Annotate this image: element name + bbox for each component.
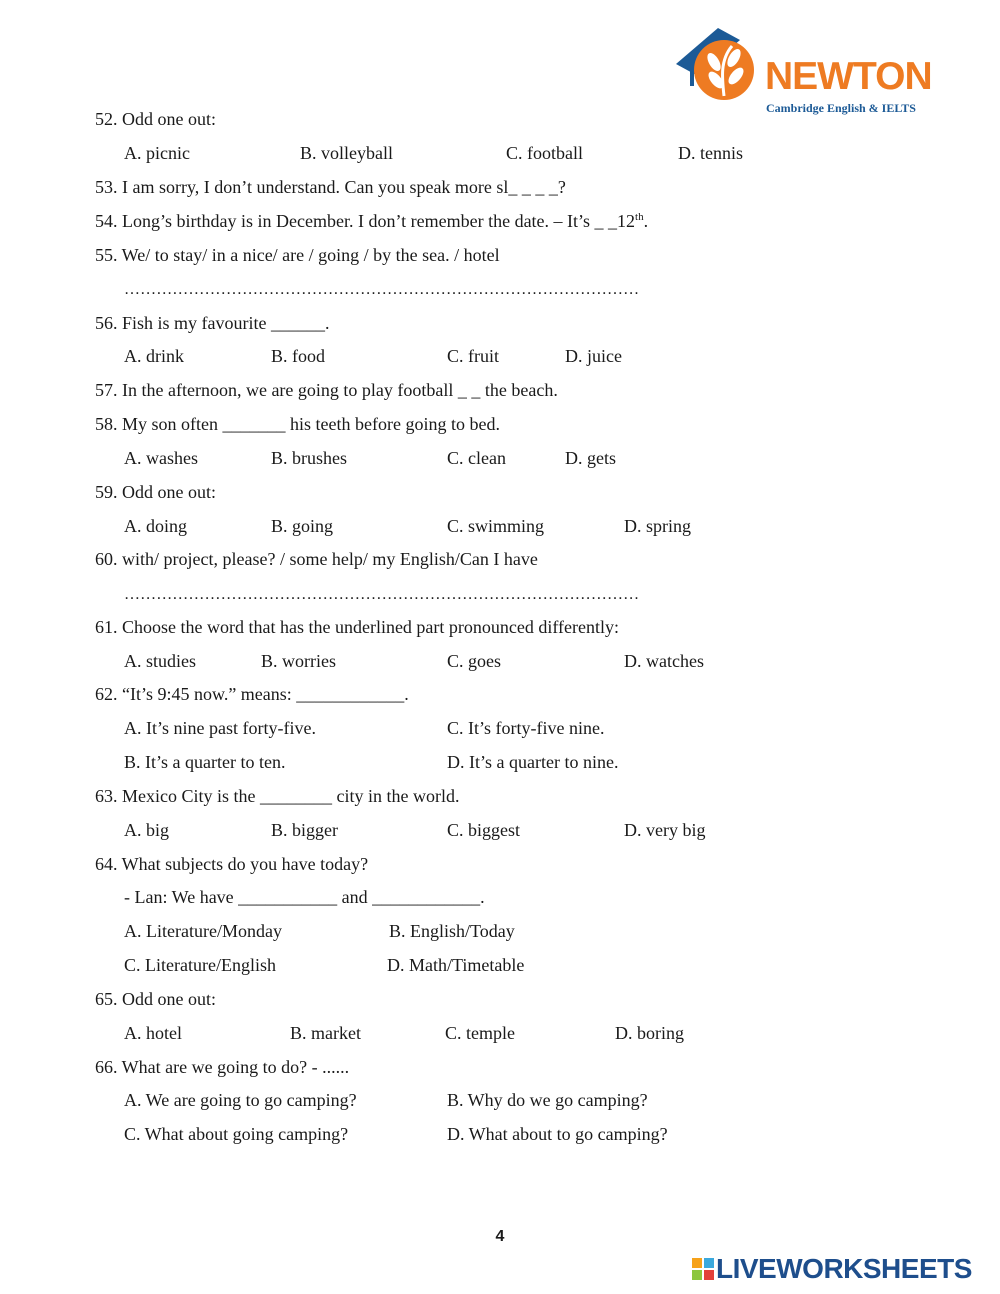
q52-option-a[interactable]: A. picnic (124, 143, 190, 163)
newton-graduation-cap-logo-icon (672, 20, 764, 106)
q66-option-d[interactable]: D. What about to go camping? (447, 1124, 668, 1144)
q59-option-a[interactable]: A. doing (124, 516, 187, 536)
q58-stem: 58. My son often _______ his teeth before going to bed. (95, 414, 500, 434)
liveworksheets-logo-icon (692, 1258, 714, 1280)
q66-option-c[interactable]: C. What about going camping? (124, 1124, 349, 1144)
q64-option-d[interactable]: D. Math/Timetable (387, 955, 525, 975)
q56-option-d[interactable]: D. juice (565, 346, 622, 366)
q65-option-b[interactable]: B. market (290, 1023, 361, 1043)
q60-stem: 60. with/ project, please? / some help/ my English/Can I have (95, 549, 538, 569)
q53-stem: 53. I am sorry, I don’t understand. Can you speak more sl_ _ _ _? (95, 177, 566, 197)
q60-answer-line[interactable]: …………………………………………………………………………………… (124, 586, 640, 603)
newton-logo (672, 20, 942, 115)
q63-stem: 63. Mexico City is the ________ city in the world. (95, 786, 460, 806)
q63-option-c[interactable]: C. biggest (447, 820, 521, 840)
q59-option-c[interactable]: C. swimming (447, 516, 545, 536)
q56-option-b[interactable]: B. food (271, 346, 325, 366)
q62-option-b[interactable]: B. It’s a quarter to ten. (124, 752, 286, 772)
q64-stem: 64. What subjects do you have today? (95, 854, 369, 874)
q65-stem: 65. Odd one out: (95, 989, 216, 1009)
liveworksheets-text: LIVEWORKSHEETS (716, 1253, 972, 1284)
q65-option-d[interactable]: D. boring (615, 1023, 684, 1043)
q55-stem: 55. We/ to stay/ in a nice/ are / going / by the sea. / hotel (95, 245, 500, 265)
q58-option-a[interactable]: A. washes (124, 448, 198, 468)
q56-option-c[interactable]: C. fruit (447, 346, 499, 366)
q61-option-a[interactable]: A. studies (124, 651, 196, 671)
q61-option-b[interactable]: B. worries (261, 651, 336, 671)
page-number: 4 (495, 1228, 505, 1245)
q63-option-b[interactable]: B. bigger (271, 820, 338, 840)
logo-title: NEWTON (765, 55, 932, 98)
q66-option-b[interactable]: B. Why do we go camping? (447, 1090, 648, 1110)
q55-answer-line[interactable]: …………………………………………………………………………………… (124, 281, 640, 298)
q62-option-c[interactable]: C. It’s forty-five nine. (447, 718, 605, 738)
liveworksheets-watermark (692, 1253, 992, 1285)
q54-text: 54. Long’s birthday is in December. I don’t remember the date. – It’s _ _12 (95, 211, 636, 231)
q63-option-d[interactable]: D. very big (624, 820, 706, 840)
q61-option-d[interactable]: D. watches (624, 651, 704, 671)
q66-stem: 66. What are we going to do? - ...... (95, 1057, 350, 1077)
q64-option-a[interactable]: A. Literature/Monday (124, 921, 282, 941)
q58-option-b[interactable]: B. brushes (271, 448, 347, 468)
q64-option-c[interactable]: C. Literature/English (124, 955, 276, 975)
q61-stem: 61. Choose the word that has the underlined part pronounced differently: (95, 617, 620, 637)
q56-option-a[interactable]: A. drink (124, 346, 184, 366)
q62-option-a[interactable]: A. It’s nine past forty-five. (124, 718, 316, 738)
q65-option-c[interactable]: C. temple (445, 1023, 515, 1043)
q52-stem: 52. Odd one out: (95, 109, 216, 129)
q62-stem: 62. “It’s 9:45 now.” means: ____________. (95, 684, 409, 704)
q61-option-c[interactable]: C. goes (447, 651, 501, 671)
q59-stem: 59. Odd one out: (95, 482, 216, 502)
q58-option-d[interactable]: D. gets (565, 448, 616, 468)
q56-stem: 56. Fish is my favourite ______. (95, 313, 330, 333)
logo-subtitle: Cambridge English & IELTS (766, 101, 916, 115)
q52-option-d[interactable]: D. tennis (678, 143, 743, 163)
q54-superscript: th (635, 211, 644, 223)
q52-option-c[interactable]: C. football (506, 143, 583, 163)
q58-option-c[interactable]: C. clean (447, 448, 506, 468)
q54-stem (95, 210, 648, 232)
q63-option-a[interactable]: A. big (124, 820, 169, 840)
q62-option-d[interactable]: D. It’s a quarter to nine. (447, 752, 619, 772)
q57-stem: 57. In the afternoon, we are going to play football _ _ the beach. (95, 380, 558, 400)
q64-dialogue: - Lan: We have ___________ and ____________. (124, 887, 485, 907)
q54-end: . (643, 211, 649, 231)
q66-option-a[interactable]: A. We are going to go camping? (124, 1090, 357, 1110)
q64-option-b[interactable]: B. English/Today (389, 921, 515, 941)
q65-option-a[interactable]: A. hotel (124, 1023, 182, 1043)
q52-option-b[interactable]: B. volleyball (300, 143, 393, 163)
q59-option-b[interactable]: B. going (271, 516, 334, 536)
q59-option-d[interactable]: D. spring (624, 516, 691, 536)
